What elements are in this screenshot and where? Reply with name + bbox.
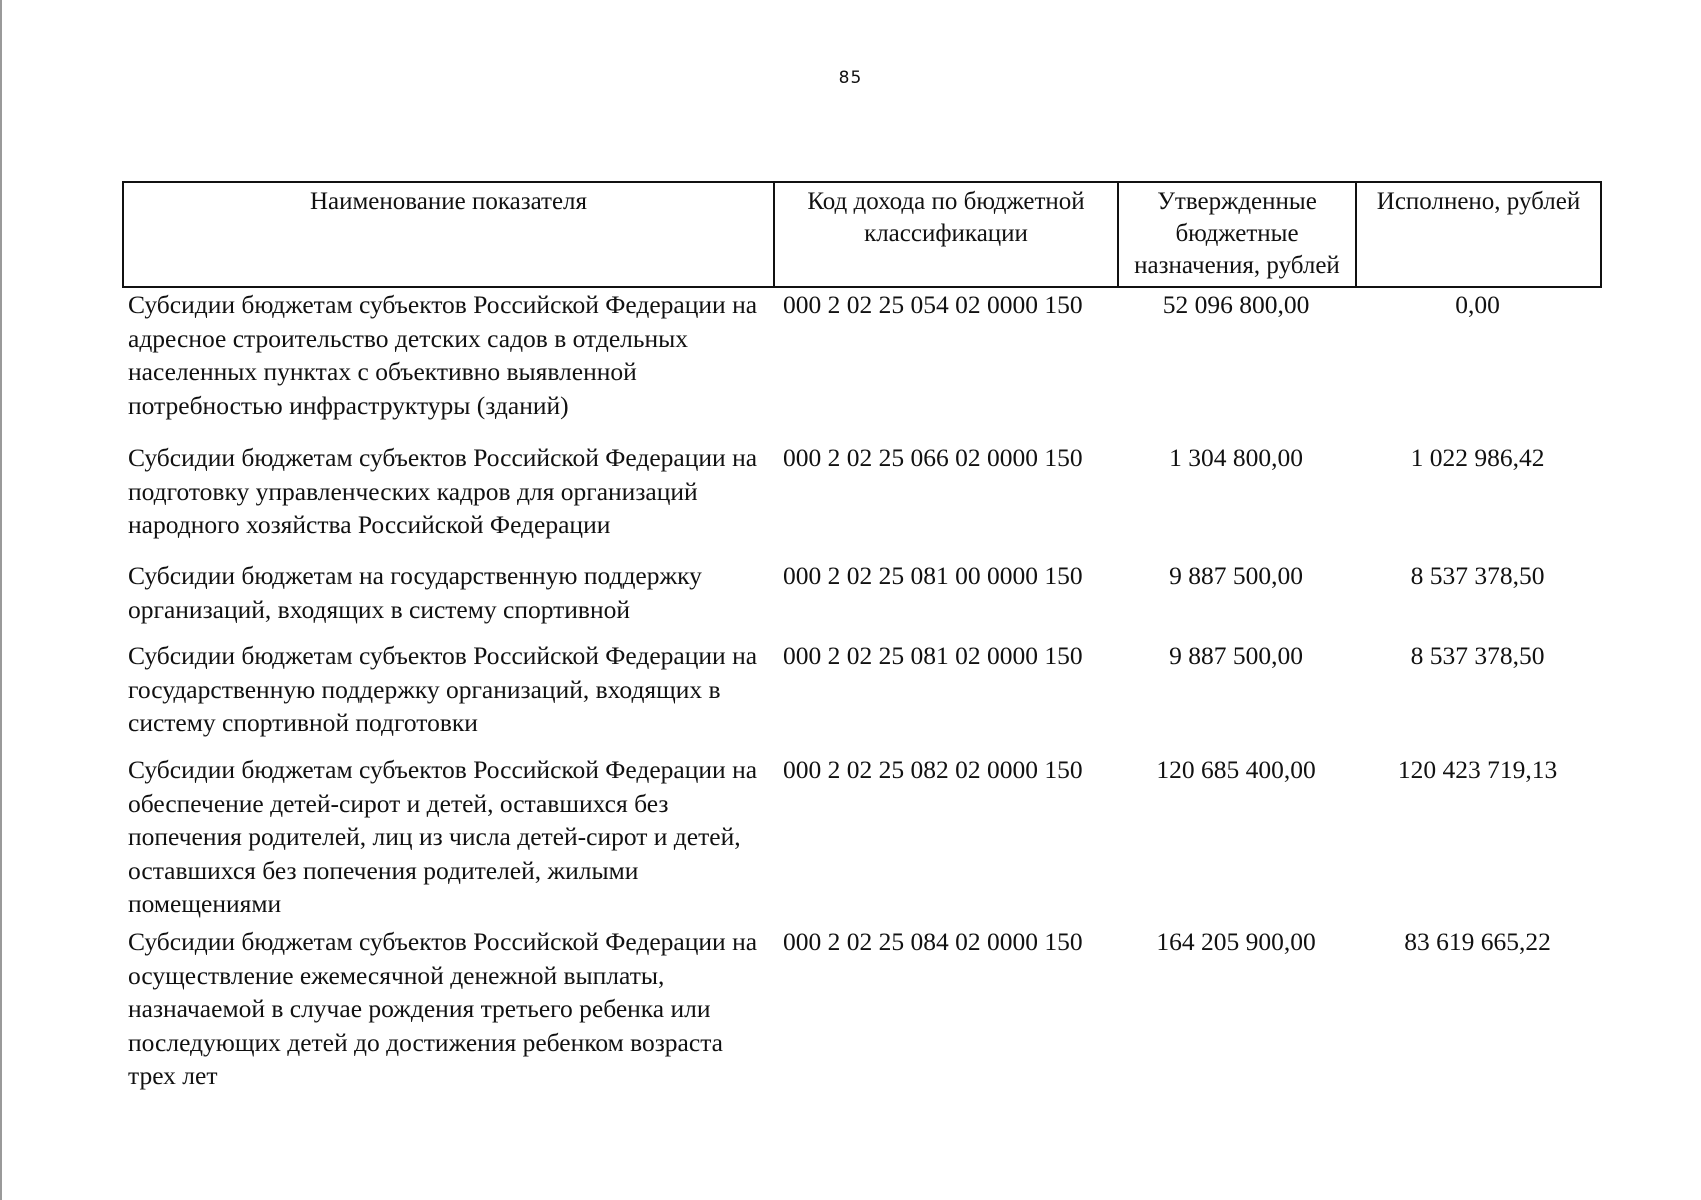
table-row [124, 288, 1600, 441]
row-executed-amount: 1 022 986,42 [1410, 443, 1545, 472]
table-row [124, 753, 1600, 925]
row-income-code: 000 2 02 25 066 02 0000 150 [783, 443, 1083, 472]
table-row [124, 925, 1600, 1095]
row-executed-amount: 120 423 719,13 [1397, 755, 1558, 784]
table-row [124, 559, 1600, 639]
row-income-code: 000 2 02 25 082 02 0000 150 [783, 755, 1083, 784]
table-row [124, 639, 1600, 753]
header-row [123, 182, 1601, 287]
header-approved-amount: Утвержденные бюджетные назначения, рублей [1118, 182, 1356, 287]
table-row [124, 441, 1600, 559]
row-executed-amount: 0,00 [1455, 290, 1500, 319]
row-indicator-name: Субсидии бюджетам субъектов Российской Федерации на адресное строительство детских садов в отдельных населенных пунктах с объективно выявленной потребностью инфраструктуры (зданий) [128, 290, 758, 420]
row-executed-amount: 8 537 378,50 [1410, 641, 1545, 670]
header-executed-amount: Исполнено, рублей [1356, 182, 1601, 287]
row-income-code: 000 2 02 25 084 02 0000 150 [783, 927, 1083, 956]
row-approved-amount: 52 096 800,00 [1162, 290, 1310, 319]
row-executed-amount: 83 619 665,22 [1404, 927, 1551, 956]
row-indicator-name: Субсидии бюджетам субъектов Российской Федерации на государственную поддержку организаций, входящих в систему спортивной подготовки [128, 641, 758, 737]
row-income-code: 000 2 02 25 081 02 0000 150 [783, 641, 1083, 670]
budget-table-body [124, 288, 1600, 1095]
header-indicator-name: Наименование показателя [123, 182, 774, 287]
row-approved-amount: 9 887 500,00 [1169, 641, 1303, 670]
page-edge [0, 0, 2, 1200]
row-income-code: 000 2 02 25 081 00 0000 150 [783, 561, 1083, 590]
row-approved-amount: 1 304 800,00 [1169, 443, 1303, 472]
row-indicator-name: Субсидии бюджетам субъектов Российской Федерации на осуществление ежемесячной денежной выплаты, назначаемой в случае рождения третьего ребенка или последующих детей до достижения ребенком возраста трех лет [128, 927, 758, 1090]
row-income-code: 000 2 02 25 054 02 0000 150 [783, 290, 1083, 319]
row-indicator-name: Субсидии бюджетам субъектов Российской Федерации на обеспечение детей-сирот и детей, оставшихся без попечения родителей, лиц из числа детей-сирот и детей, оставшихся без попечения родителей, жилыми помещениями [128, 755, 758, 918]
row-approved-amount: 164 205 900,00 [1156, 927, 1316, 956]
header-income-code: Код дохода по бюджетной классификации [774, 182, 1118, 287]
page-number: 85 [838, 68, 863, 88]
row-indicator-name: Субсидии бюджетам на государственную поддержку организаций, входящих в систему спортивной [128, 561, 702, 624]
row-approved-amount: 120 685 400,00 [1156, 755, 1316, 784]
budget-table-header [122, 181, 1602, 288]
row-executed-amount: 8 537 378,50 [1410, 561, 1545, 590]
row-approved-amount: 9 887 500,00 [1169, 561, 1303, 590]
row-indicator-name: Субсидии бюджетам субъектов Российской Федерации на подготовку управленческих кадров для организаций народного хозяйства Российской Федерации [128, 443, 758, 539]
